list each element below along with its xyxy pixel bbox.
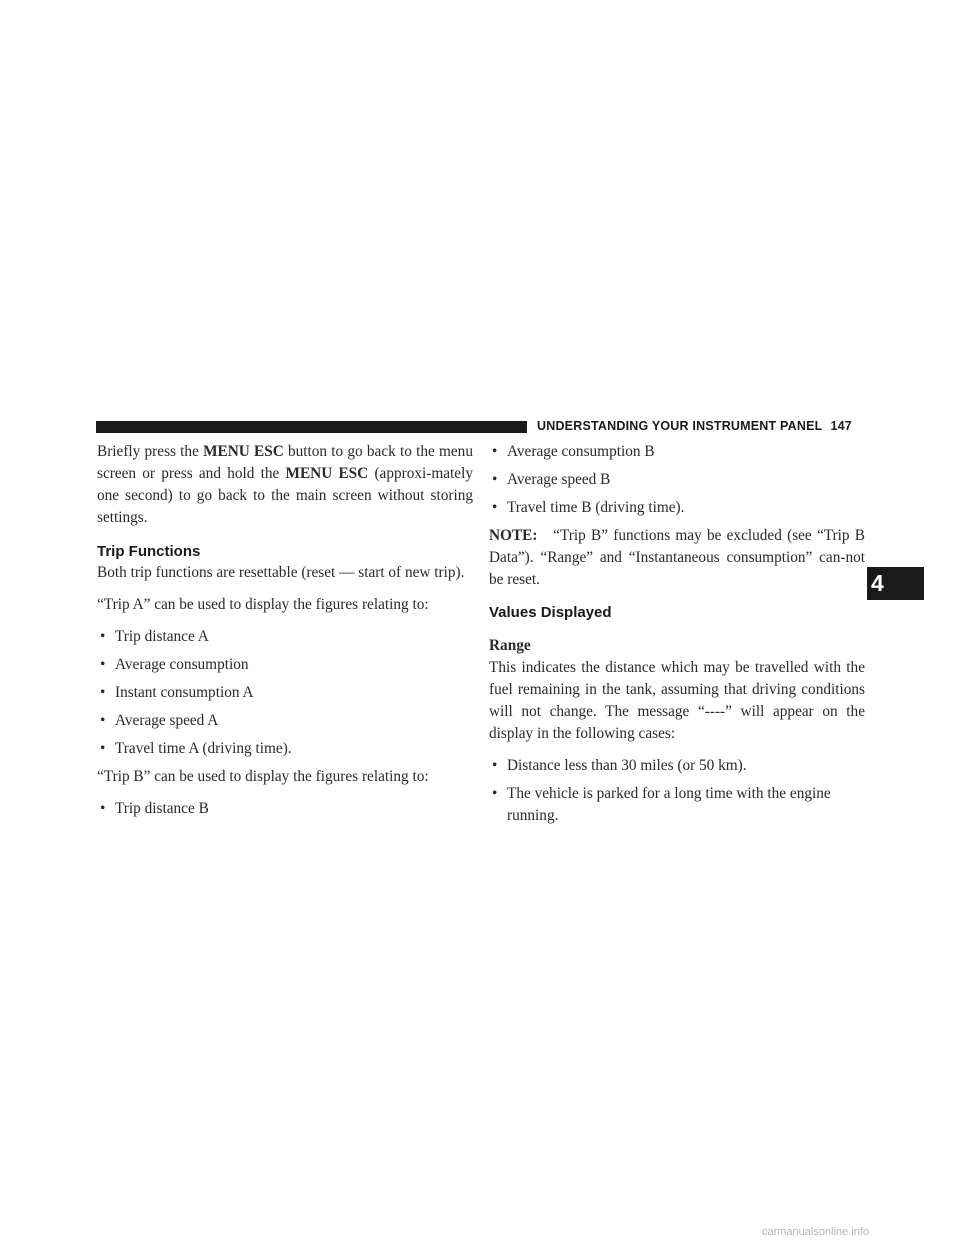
list-item: • Travel time A (driving time). (97, 738, 473, 760)
list-item: • Travel time B (driving time). (489, 497, 865, 519)
range-text: This indicates the distance which may be travelled with the fuel remaining in the tank, assuming that driving conditions will not change. The message “----” will appear on the display in the following cases: (489, 659, 865, 742)
watermark: carmanualsonline.info (762, 1226, 870, 1238)
menu-esc-keyword: MENU ESC (285, 465, 369, 482)
intro-paragraph: Briefly press the MENU ESC button to go back to the menu screen or press and hold the MENU ESC (approxi-mately one second) to go back to the main screen without storing settings. (97, 443, 473, 526)
section-title: UNDERSTANDING YOUR INSTRUMENT PANEL (537, 419, 823, 433)
list-item: • Average consumption (97, 654, 473, 676)
running-header (537, 419, 852, 433)
range-heading: Range (489, 637, 531, 654)
note-label: NOTE: (489, 527, 538, 544)
list-item: • Average speed B (489, 469, 865, 491)
chapter-tab: 4 (867, 567, 924, 600)
trip-functions-heading: Trip Functions (97, 543, 201, 560)
trip-a-intro: “Trip A” can be used to display the figures relating to: (97, 596, 429, 613)
header-rule (96, 421, 527, 433)
trip-a-list (97, 626, 473, 760)
list-item: • Average consumption B (489, 441, 865, 463)
range-list (489, 755, 865, 827)
list-item: • The vehicle is parked for a long time with the engine running. (489, 783, 865, 827)
trip-functions-text: Both trip functions are resettable (reset — start of new trip). (97, 564, 465, 581)
trip-b-list-left (97, 798, 473, 820)
right-column (489, 441, 865, 833)
note-text: “Trip B” functions may be excluded (see “Trip B Data”). “Range” and “Instantaneous consumption” can-not be reset. (489, 527, 865, 588)
list-item: • Instant consumption A (97, 682, 473, 704)
list-item: • Average speed A (97, 710, 473, 732)
list-item: • Trip distance B (97, 798, 473, 820)
trip-b-intro: “Trip B” can be used to display the figures relating to: (97, 768, 429, 785)
trip-b-list-right (489, 441, 865, 519)
list-item: • Trip distance A (97, 626, 473, 648)
menu-esc-keyword: MENU ESC (203, 443, 284, 460)
page-number: 147 (830, 419, 852, 433)
list-item: • Distance less than 30 miles (or 50 km). (489, 755, 865, 777)
left-column (97, 441, 473, 826)
note-paragraph (489, 525, 865, 591)
values-displayed-heading: Values Displayed (489, 604, 612, 621)
